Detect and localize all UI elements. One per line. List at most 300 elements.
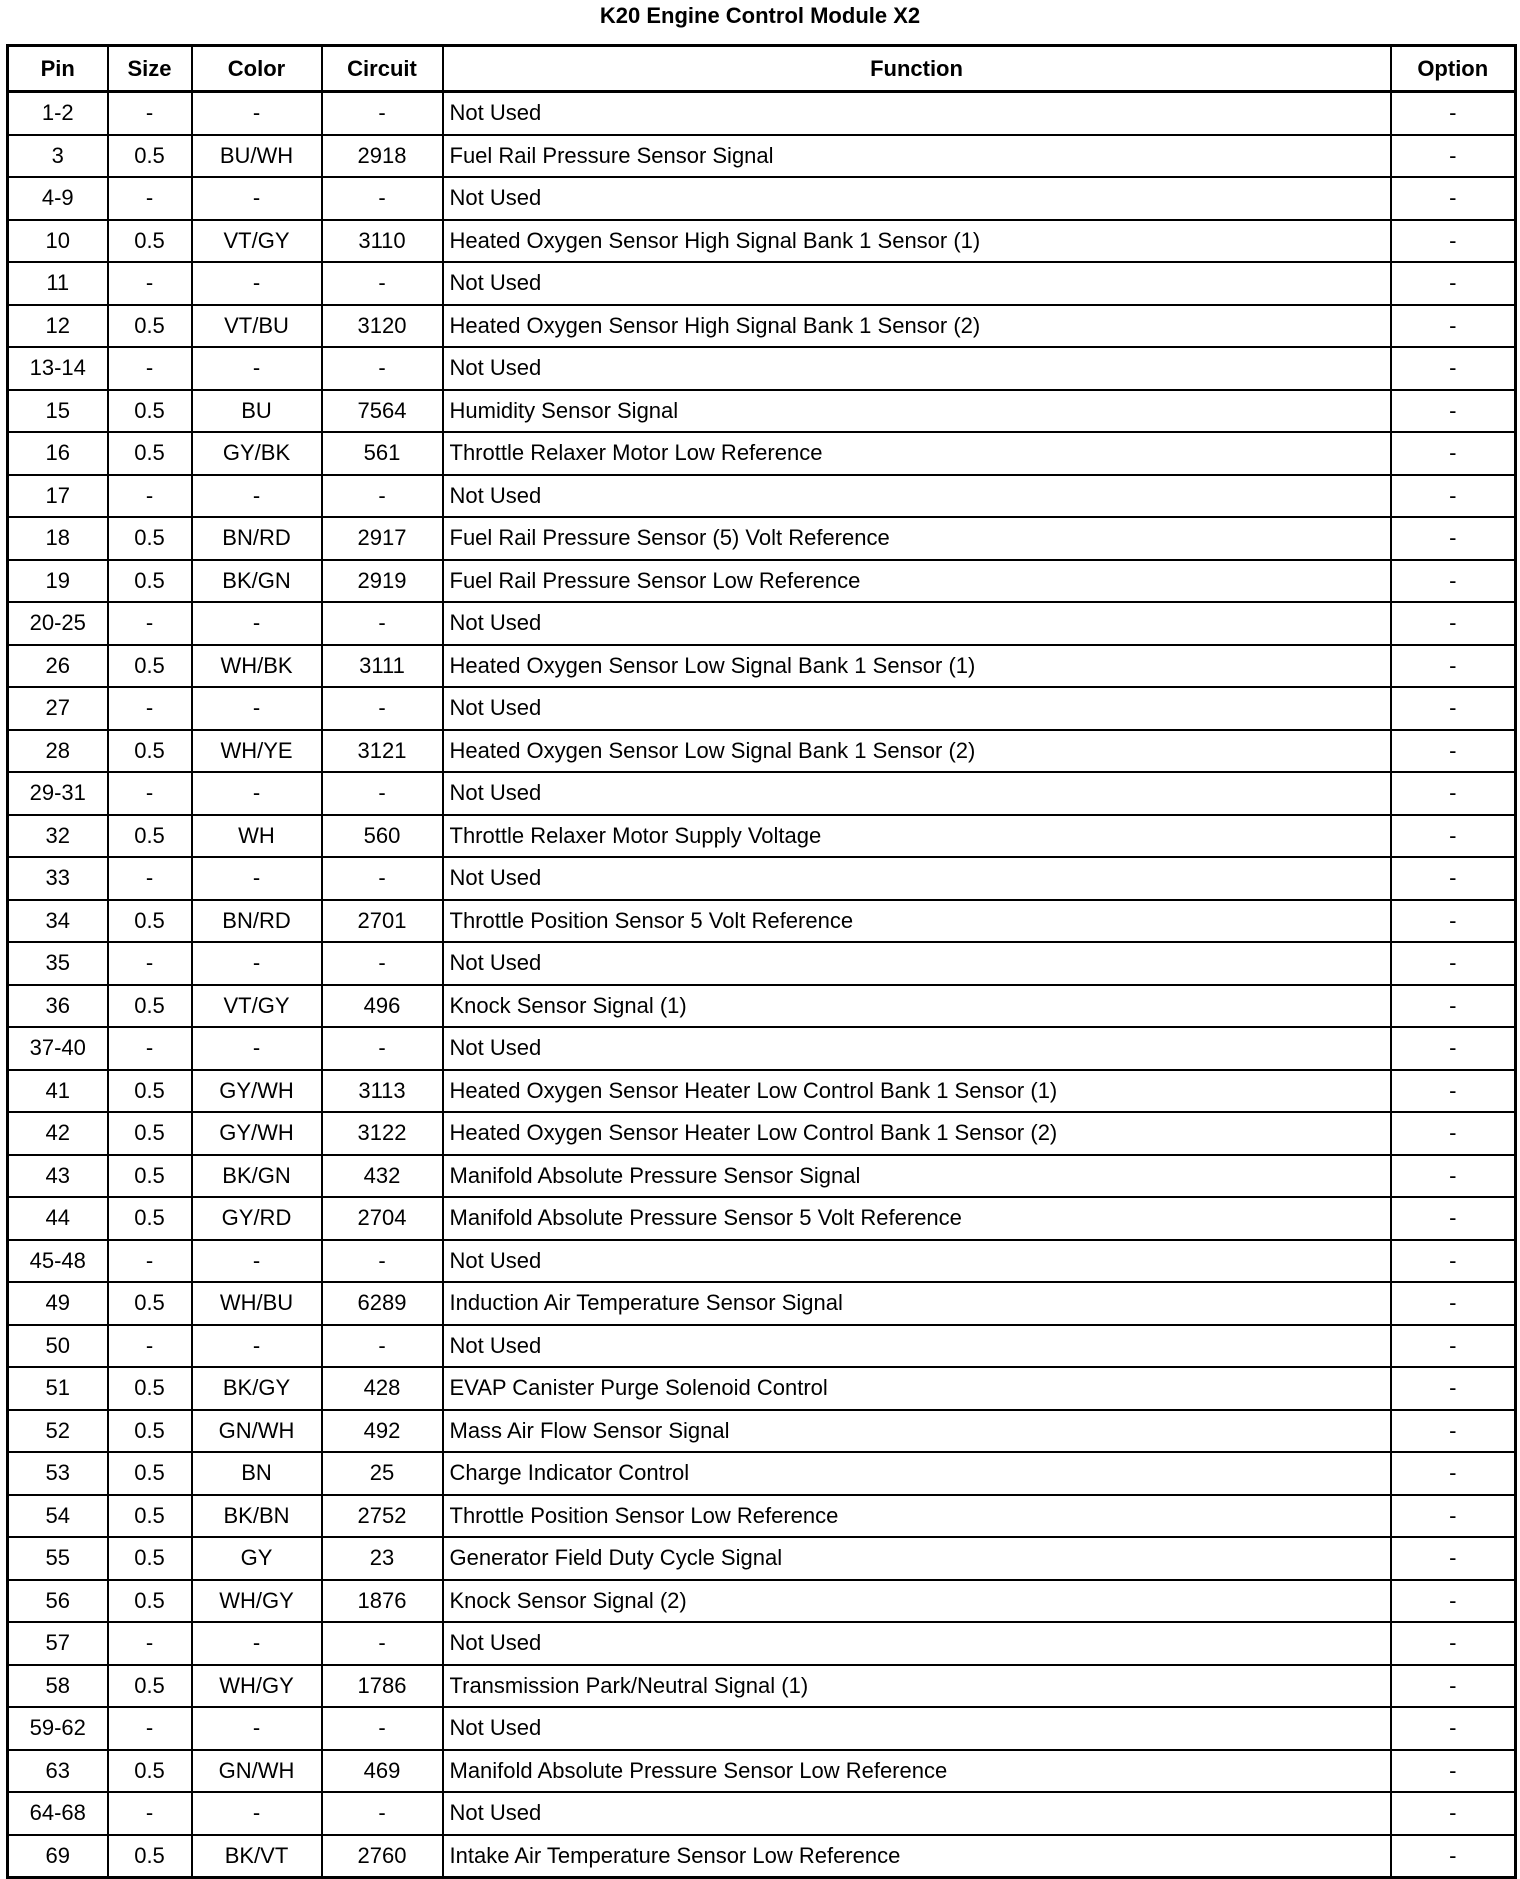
cell-option: - xyxy=(1391,262,1516,305)
cell-pin: 45-48 xyxy=(8,1240,108,1283)
cell-function: Not Used xyxy=(443,347,1391,390)
table-row xyxy=(8,262,1516,305)
table-row xyxy=(8,135,1516,178)
cell-option: - xyxy=(1391,900,1516,943)
cell-option: - xyxy=(1391,1452,1516,1495)
cell-size: - xyxy=(108,1707,192,1750)
cell-pin: 54 xyxy=(8,1495,108,1538)
cell-option: - xyxy=(1391,517,1516,560)
table-row xyxy=(8,1707,1516,1750)
cell-function: EVAP Canister Purge Solenoid Control xyxy=(443,1367,1391,1410)
cell-circuit: 2760 xyxy=(322,1835,443,1878)
cell-circuit: - xyxy=(322,1707,443,1750)
cell-color: BN xyxy=(192,1452,322,1495)
cell-size: - xyxy=(108,177,192,220)
cell-size: 0.5 xyxy=(108,900,192,943)
cell-pin: 19 xyxy=(8,560,108,603)
cell-size: 0.5 xyxy=(108,985,192,1028)
table-row xyxy=(8,1282,1516,1325)
cell-circuit: - xyxy=(322,262,443,305)
table-row xyxy=(8,305,1516,348)
cell-function: Generator Field Duty Cycle Signal xyxy=(443,1537,1391,1580)
cell-size: - xyxy=(108,1792,192,1835)
cell-color: - xyxy=(192,1707,322,1750)
cell-option: - xyxy=(1391,347,1516,390)
cell-function: Throttle Position Sensor 5 Volt Reference xyxy=(443,900,1391,943)
cell-size: 0.5 xyxy=(108,1282,192,1325)
table-row xyxy=(8,1537,1516,1580)
cell-circuit: 496 xyxy=(322,985,443,1028)
cell-option: - xyxy=(1391,560,1516,603)
cell-option: - xyxy=(1391,942,1516,985)
cell-pin: 34 xyxy=(8,900,108,943)
cell-pin: 58 xyxy=(8,1665,108,1708)
table-row xyxy=(8,1112,1516,1155)
table-row xyxy=(8,1240,1516,1283)
cell-color: VT/GY xyxy=(192,985,322,1028)
cell-option: - xyxy=(1391,815,1516,858)
cell-size: 0.5 xyxy=(108,1750,192,1793)
cell-color: BK/GN xyxy=(192,560,322,603)
cell-option: - xyxy=(1391,177,1516,220)
cell-pin: 20-25 xyxy=(8,602,108,645)
cell-color: - xyxy=(192,942,322,985)
cell-option: - xyxy=(1391,1027,1516,1070)
cell-circuit: - xyxy=(322,347,443,390)
document-title: K20 Engine Control Module X2 xyxy=(599,3,921,28)
cell-size: - xyxy=(108,1325,192,1368)
cell-pin: 27 xyxy=(8,687,108,730)
cell-size: 0.5 xyxy=(108,135,192,178)
cell-color: WH/GY xyxy=(192,1665,322,1708)
cell-circuit: 432 xyxy=(322,1155,443,1198)
table-row xyxy=(8,560,1516,603)
cell-pin: 4-9 xyxy=(8,177,108,220)
cell-option: - xyxy=(1391,1367,1516,1410)
cell-circuit: 25 xyxy=(322,1452,443,1495)
cell-circuit: 560 xyxy=(322,815,443,858)
cell-circuit: 469 xyxy=(322,1750,443,1793)
table-row xyxy=(8,92,1516,135)
cell-option: - xyxy=(1391,1835,1516,1878)
cell-circuit: - xyxy=(322,1325,443,1368)
table-row xyxy=(8,1495,1516,1538)
cell-function: Manifold Absolute Pressure Sensor Signal xyxy=(443,1155,1391,1198)
table-row xyxy=(8,645,1516,688)
cell-size: 0.5 xyxy=(108,815,192,858)
cell-circuit: - xyxy=(322,92,443,135)
cell-pin: 35 xyxy=(8,942,108,985)
table-row xyxy=(8,1452,1516,1495)
cell-function: Not Used xyxy=(443,1325,1391,1368)
cell-function: Fuel Rail Pressure Sensor Low Reference xyxy=(443,560,1391,603)
cell-pin: 29-31 xyxy=(8,772,108,815)
cell-circuit: - xyxy=(322,687,443,730)
column-header-pin: Pin xyxy=(8,46,108,92)
cell-pin: 26 xyxy=(8,645,108,688)
cell-color: BU/WH xyxy=(192,135,322,178)
cell-size: 0.5 xyxy=(108,1155,192,1198)
cell-option: - xyxy=(1391,602,1516,645)
cell-color: BU xyxy=(192,390,322,433)
cell-function: Not Used xyxy=(443,92,1391,135)
table-row xyxy=(8,1665,1516,1708)
table-row xyxy=(8,942,1516,985)
table-row xyxy=(8,347,1516,390)
cell-option: - xyxy=(1391,432,1516,475)
cell-circuit: 2919 xyxy=(322,560,443,603)
cell-function: Not Used xyxy=(443,1027,1391,1070)
cell-circuit: 3110 xyxy=(322,220,443,263)
cell-circuit: - xyxy=(322,772,443,815)
cell-pin: 36 xyxy=(8,985,108,1028)
cell-size: - xyxy=(108,1027,192,1070)
column-header-option: Option xyxy=(1391,46,1516,92)
cell-option: - xyxy=(1391,1707,1516,1750)
cell-size: 0.5 xyxy=(108,1665,192,1708)
cell-circuit: - xyxy=(322,1622,443,1665)
table-row xyxy=(8,687,1516,730)
cell-circuit: - xyxy=(322,1027,443,1070)
cell-size: - xyxy=(108,347,192,390)
cell-circuit: 2704 xyxy=(322,1197,443,1240)
cell-option: - xyxy=(1391,1197,1516,1240)
cell-size: 0.5 xyxy=(108,730,192,773)
cell-color: - xyxy=(192,857,322,900)
cell-option: - xyxy=(1391,1155,1516,1198)
cell-pin: 28 xyxy=(8,730,108,773)
cell-function: Throttle Position Sensor Low Reference xyxy=(443,1495,1391,1538)
cell-color: BK/VT xyxy=(192,1835,322,1878)
cell-pin: 10 xyxy=(8,220,108,263)
cell-circuit: 2701 xyxy=(322,900,443,943)
cell-function: Intake Air Temperature Sensor Low Reference xyxy=(443,1835,1391,1878)
cell-color: GY xyxy=(192,1537,322,1580)
cell-color: - xyxy=(192,177,322,220)
cell-color: GY/WH xyxy=(192,1112,322,1155)
cell-pin: 11 xyxy=(8,262,108,305)
cell-color: GY/BK xyxy=(192,432,322,475)
cell-size: - xyxy=(108,687,192,730)
table-row xyxy=(8,1155,1516,1198)
cell-color: - xyxy=(192,475,322,518)
cell-color: BN/RD xyxy=(192,517,322,560)
cell-size: - xyxy=(108,942,192,985)
cell-option: - xyxy=(1391,985,1516,1028)
cell-color: - xyxy=(192,1240,322,1283)
cell-size: - xyxy=(108,92,192,135)
cell-circuit: 3111 xyxy=(322,645,443,688)
cell-circuit: 3122 xyxy=(322,1112,443,1155)
cell-circuit: 561 xyxy=(322,432,443,475)
cell-function: Heated Oxygen Sensor Heater Low Control Bank 1 Sensor (1) xyxy=(443,1070,1391,1113)
cell-option: - xyxy=(1391,92,1516,135)
cell-circuit: - xyxy=(322,602,443,645)
cell-option: - xyxy=(1391,1495,1516,1538)
cell-size: - xyxy=(108,602,192,645)
cell-pin: 53 xyxy=(8,1452,108,1495)
cell-function: Throttle Relaxer Motor Low Reference xyxy=(443,432,1391,475)
cell-option: - xyxy=(1391,687,1516,730)
cell-function: Fuel Rail Pressure Sensor Signal xyxy=(443,135,1391,178)
cell-color: - xyxy=(192,1622,322,1665)
cell-function: Induction Air Temperature Sensor Signal xyxy=(443,1282,1391,1325)
cell-pin: 15 xyxy=(8,390,108,433)
cell-circuit: 1786 xyxy=(322,1665,443,1708)
cell-circuit: 6289 xyxy=(322,1282,443,1325)
cell-color: GY/WH xyxy=(192,1070,322,1113)
table-row xyxy=(8,1835,1516,1878)
table-row xyxy=(8,1197,1516,1240)
cell-circuit: - xyxy=(322,177,443,220)
cell-circuit: 23 xyxy=(322,1537,443,1580)
cell-pin: 51 xyxy=(8,1367,108,1410)
cell-size: - xyxy=(108,772,192,815)
table-row xyxy=(8,1070,1516,1113)
cell-circuit: 2918 xyxy=(322,135,443,178)
cell-size: - xyxy=(108,1622,192,1665)
cell-size: 0.5 xyxy=(108,1367,192,1410)
cell-pin: 41 xyxy=(8,1070,108,1113)
cell-circuit: - xyxy=(322,942,443,985)
table-row xyxy=(8,517,1516,560)
cell-option: - xyxy=(1391,1282,1516,1325)
cell-option: - xyxy=(1391,475,1516,518)
column-header-function: Function xyxy=(443,46,1391,92)
cell-color: - xyxy=(192,687,322,730)
cell-size: 0.5 xyxy=(108,390,192,433)
cell-size: - xyxy=(108,1240,192,1283)
cell-function: Not Used xyxy=(443,475,1391,518)
cell-size: 0.5 xyxy=(108,1537,192,1580)
column-header-size: Size xyxy=(108,46,192,92)
cell-function: Transmission Park/Neutral Signal (1) xyxy=(443,1665,1391,1708)
cell-option: - xyxy=(1391,1240,1516,1283)
cell-pin: 42 xyxy=(8,1112,108,1155)
cell-function: Heated Oxygen Sensor Heater Low Control Bank 1 Sensor (2) xyxy=(443,1112,1391,1155)
cell-size: - xyxy=(108,475,192,518)
cell-pin: 16 xyxy=(8,432,108,475)
cell-size: 0.5 xyxy=(108,1580,192,1623)
cell-option: - xyxy=(1391,645,1516,688)
table-header xyxy=(8,46,1516,92)
cell-option: - xyxy=(1391,1792,1516,1835)
cell-function: Knock Sensor Signal (1) xyxy=(443,985,1391,1028)
cell-function: Not Used xyxy=(443,1622,1391,1665)
cell-circuit: 492 xyxy=(322,1410,443,1453)
cell-function: Mass Air Flow Sensor Signal xyxy=(443,1410,1391,1453)
cell-pin: 37-40 xyxy=(8,1027,108,1070)
cell-color: BK/GN xyxy=(192,1155,322,1198)
cell-option: - xyxy=(1391,220,1516,263)
cell-color: - xyxy=(192,347,322,390)
cell-size: 0.5 xyxy=(108,1495,192,1538)
cell-circuit: - xyxy=(322,475,443,518)
cell-function: Knock Sensor Signal (2) xyxy=(443,1580,1391,1623)
table-row xyxy=(8,177,1516,220)
cell-pin: 18 xyxy=(8,517,108,560)
cell-option: - xyxy=(1391,1665,1516,1708)
table-row xyxy=(8,985,1516,1028)
cell-function: Not Used xyxy=(443,687,1391,730)
cell-function: Throttle Relaxer Motor Supply Voltage xyxy=(443,815,1391,858)
table-row xyxy=(8,1750,1516,1793)
table-row xyxy=(8,1367,1516,1410)
cell-pin: 57 xyxy=(8,1622,108,1665)
cell-size: 0.5 xyxy=(108,1410,192,1453)
cell-color: WH/YE xyxy=(192,730,322,773)
table-row xyxy=(8,815,1516,858)
cell-pin: 44 xyxy=(8,1197,108,1240)
column-header-color: Color xyxy=(192,46,322,92)
table-row xyxy=(8,1580,1516,1623)
cell-size: 0.5 xyxy=(108,432,192,475)
cell-size: 0.5 xyxy=(108,1112,192,1155)
table-row xyxy=(8,900,1516,943)
table-row xyxy=(8,220,1516,263)
cell-color: BK/GY xyxy=(192,1367,322,1410)
cell-color: VT/BU xyxy=(192,305,322,348)
cell-option: - xyxy=(1391,1750,1516,1793)
table-row xyxy=(8,475,1516,518)
table-row xyxy=(8,432,1516,475)
cell-size: 0.5 xyxy=(108,645,192,688)
cell-function: Not Used xyxy=(443,602,1391,645)
cell-color: BN/RD xyxy=(192,900,322,943)
cell-function: Fuel Rail Pressure Sensor (5) Volt Reference xyxy=(443,517,1391,560)
pin-table xyxy=(6,44,1517,1879)
table-row xyxy=(8,390,1516,433)
cell-option: - xyxy=(1391,730,1516,773)
cell-option: - xyxy=(1391,1622,1516,1665)
cell-option: - xyxy=(1391,772,1516,815)
cell-function: Not Used xyxy=(443,1240,1391,1283)
cell-function: Heated Oxygen Sensor Low Signal Bank 1 Sensor (1) xyxy=(443,645,1391,688)
cell-color: - xyxy=(192,1325,322,1368)
cell-size: 0.5 xyxy=(108,1835,192,1878)
cell-function: Not Used xyxy=(443,942,1391,985)
table-row xyxy=(8,772,1516,815)
cell-option: - xyxy=(1391,390,1516,433)
cell-pin: 64-68 xyxy=(8,1792,108,1835)
cell-pin: 43 xyxy=(8,1155,108,1198)
cell-size: 0.5 xyxy=(108,1197,192,1240)
cell-pin: 69 xyxy=(8,1835,108,1878)
cell-option: - xyxy=(1391,1112,1516,1155)
cell-function: Heated Oxygen Sensor Low Signal Bank 1 Sensor (2) xyxy=(443,730,1391,773)
cell-option: - xyxy=(1391,1070,1516,1113)
cell-pin: 63 xyxy=(8,1750,108,1793)
cell-pin: 56 xyxy=(8,1580,108,1623)
cell-function: Not Used xyxy=(443,772,1391,815)
cell-size: - xyxy=(108,857,192,900)
cell-circuit: - xyxy=(322,857,443,900)
cell-color: GN/WH xyxy=(192,1410,322,1453)
cell-function: Manifold Absolute Pressure Sensor Low Reference xyxy=(443,1750,1391,1793)
cell-function: Heated Oxygen Sensor High Signal Bank 1 Sensor (1) xyxy=(443,220,1391,263)
cell-color: GY/RD xyxy=(192,1197,322,1240)
cell-circuit: 7564 xyxy=(322,390,443,433)
cell-pin: 1-2 xyxy=(8,92,108,135)
cell-option: - xyxy=(1391,305,1516,348)
cell-circuit: - xyxy=(322,1240,443,1283)
cell-circuit: 2917 xyxy=(322,517,443,560)
cell-color: GN/WH xyxy=(192,1750,322,1793)
cell-color: - xyxy=(192,772,322,815)
cell-size: 0.5 xyxy=(108,1452,192,1495)
cell-function: Not Used xyxy=(443,177,1391,220)
cell-function: Not Used xyxy=(443,1707,1391,1750)
table-body xyxy=(8,92,1516,1878)
cell-pin: 49 xyxy=(8,1282,108,1325)
table-row xyxy=(8,1622,1516,1665)
cell-function: Humidity Sensor Signal xyxy=(443,390,1391,433)
cell-color: BK/BN xyxy=(192,1495,322,1538)
cell-function: Charge Indicator Control xyxy=(443,1452,1391,1495)
cell-pin: 17 xyxy=(8,475,108,518)
cell-pin: 13-14 xyxy=(8,347,108,390)
cell-option: - xyxy=(1391,1537,1516,1580)
cell-option: - xyxy=(1391,1580,1516,1623)
cell-option: - xyxy=(1391,1410,1516,1453)
cell-function: Manifold Absolute Pressure Sensor 5 Volt Reference xyxy=(443,1197,1391,1240)
cell-size: 0.5 xyxy=(108,1070,192,1113)
table-row xyxy=(8,857,1516,900)
cell-option: - xyxy=(1391,1325,1516,1368)
cell-pin: 59-62 xyxy=(8,1707,108,1750)
cell-size: 0.5 xyxy=(108,220,192,263)
cell-circuit: 1876 xyxy=(322,1580,443,1623)
table-row xyxy=(8,1792,1516,1835)
cell-color: WH xyxy=(192,815,322,858)
cell-pin: 3 xyxy=(8,135,108,178)
header-row xyxy=(8,46,1516,92)
cell-color: WH/BU xyxy=(192,1282,322,1325)
table-row xyxy=(8,602,1516,645)
cell-color: - xyxy=(192,602,322,645)
cell-circuit: 3113 xyxy=(322,1070,443,1113)
cell-color: - xyxy=(192,262,322,305)
cell-color: WH/BK xyxy=(192,645,322,688)
cell-color: VT/GY xyxy=(192,220,322,263)
cell-pin: 12 xyxy=(8,305,108,348)
cell-pin: 52 xyxy=(8,1410,108,1453)
cell-size: 0.5 xyxy=(108,517,192,560)
cell-color: - xyxy=(192,1792,322,1835)
cell-size: - xyxy=(108,262,192,305)
cell-function: Not Used xyxy=(443,1792,1391,1835)
cell-function: Not Used xyxy=(443,857,1391,900)
cell-size: 0.5 xyxy=(108,305,192,348)
cell-pin: 50 xyxy=(8,1325,108,1368)
cell-pin: 32 xyxy=(8,815,108,858)
cell-function: Not Used xyxy=(443,262,1391,305)
cell-pin: 55 xyxy=(8,1537,108,1580)
cell-circuit: - xyxy=(322,1792,443,1835)
table-row xyxy=(8,730,1516,773)
table-row xyxy=(8,1410,1516,1453)
column-header-circuit: Circuit xyxy=(322,46,443,92)
cell-circuit: 2752 xyxy=(322,1495,443,1538)
table-row xyxy=(8,1027,1516,1070)
cell-color: - xyxy=(192,92,322,135)
cell-pin: 33 xyxy=(8,857,108,900)
cell-circuit: 428 xyxy=(322,1367,443,1410)
cell-size: 0.5 xyxy=(108,560,192,603)
cell-color: - xyxy=(192,1027,322,1070)
cell-option: - xyxy=(1391,857,1516,900)
cell-circuit: 3120 xyxy=(322,305,443,348)
